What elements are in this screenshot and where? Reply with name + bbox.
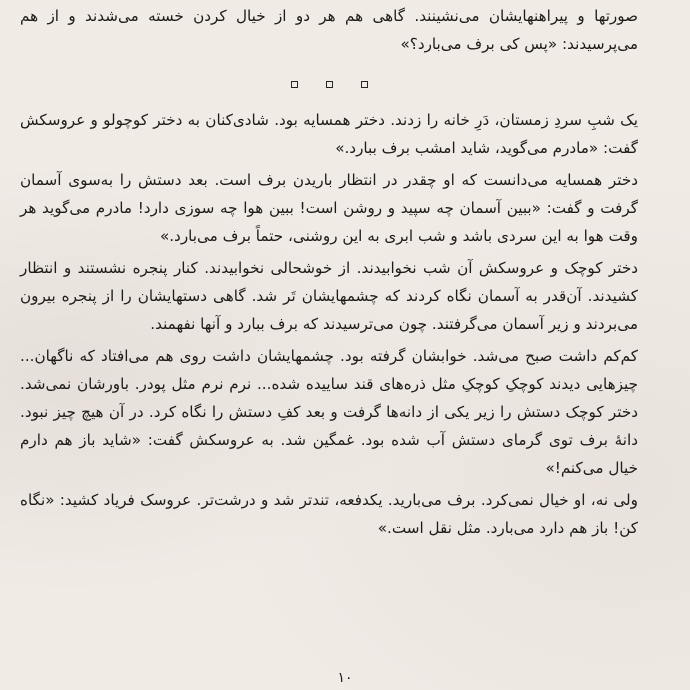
section-separator [20,72,638,96]
paragraph: دختر کوچک و عروسکش آن شب نخوابیدند. از خوشحالی نخوابیدند. کنار پنجره نشستند و انتظار کشیدند. آن‌قدر به آسمان نگاه کردند که چشمهایشان تَر شد. گاهی دستهایشان را از پنجره بیرون می‌بردند و زیر آسمان می‌گرفتند. چون می‌ترسیدند که برف ببارد و آنها نفهمند. [20,259,638,333]
separator-square-icon [291,81,298,88]
paragraph: صورتها و پیراهنهایشان می‌نشینند. گاهی هم هر دو از خیال کردن خسته می‌شدند و از هم می‌پرسیدند: «پس کی برف می‌بارد؟» [20,7,638,53]
page-text [20,2,638,546]
separator-square-icon [361,81,368,88]
paragraph: ولی نه، او خیال نمی‌کرد. برف می‌بارید. یکدفعه، تندتر شد و درشت‌تر. عروسک فریاد کشید: «نگاه کن! باز هم دارد می‌بارد. مثل نقل است.» [20,491,638,537]
paragraph: کم‌کم داشت صبح می‌شد. خوابشان گرفته بود. چشمهایشان داشت روی هم می‌افتاد که ناگهان... چیزهایی دیدند کوچکِ کوچکِ مثل ذره‌های قند ساییده شده... نرم نرم مثل پودر. باورشان نمی‌شد. دختر کوچک دستش را زیر یکی از دانه‌ها گرفت و بعد کفِ دستش را نگاه کرد. در آن هیچ چیز نبود. دانهٔ برف توی گرمای دستش آب شده بود. غمگین شد. به عروسکش گفت: «شاید باز هم دارم خیال می‌کنم!» [20,347,638,477]
page-number: ۱۰ [337,670,353,686]
paragraph: یک شبِ سردِ زمستان، دَرِ خانه را زدند. دختر همسایه بود. شادی‌کنان به دختر کوچولو و عروسکش گفت: «مادرم می‌گوید، شاید امشب برف ببارد.» [20,111,638,157]
separator-square-icon [326,81,333,88]
paragraph: دختر همسایه می‌دانست که او چقدر در انتظار باریدن برف است. بعد دستش را به‌سوی آسمان گرفت و گفت: «ببین آسمان چه سپید و روشن است! ببین هوا چه سوزی دارد! مادرم می‌گوید هر وقت هوا به این سردی باشد و شب ابری به این روشنی، حتماً برف می‌بارد.» [20,171,638,245]
